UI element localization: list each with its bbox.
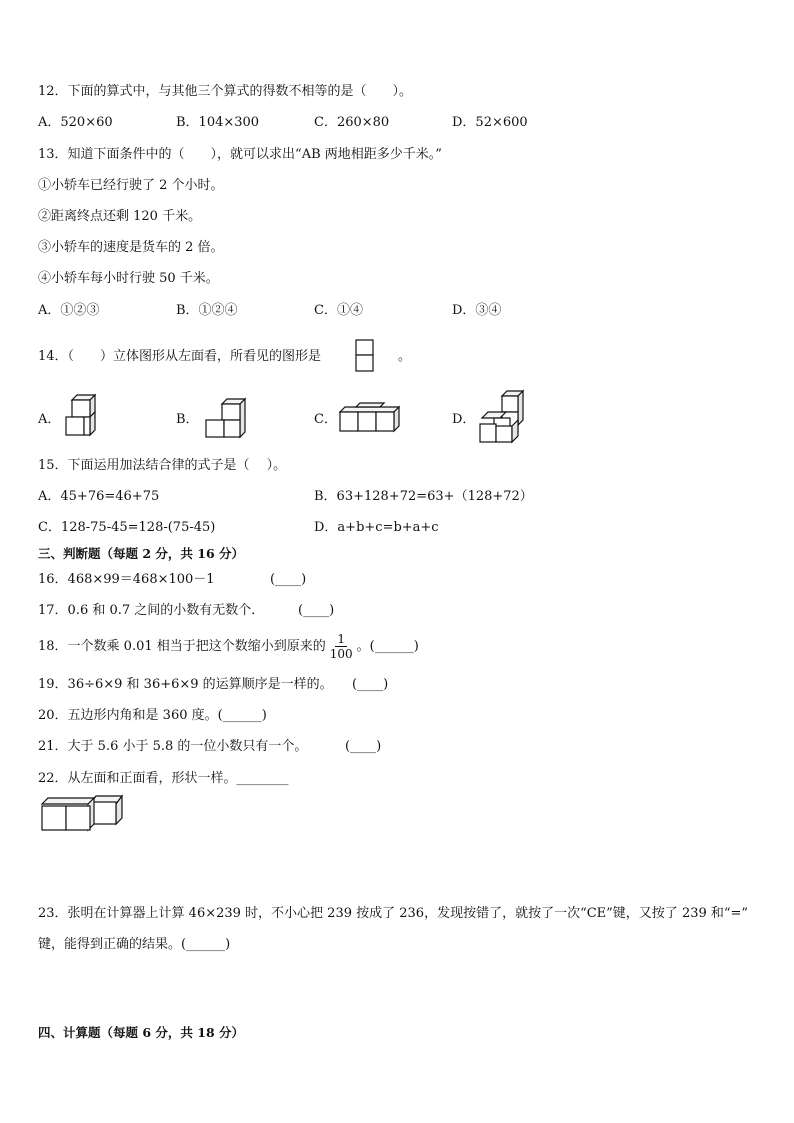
q21-text: 21．大于 5.6 小于 5.8 的一位小数只有一个。 <box>38 739 308 754</box>
q13-condition-1: ①小轿车已经行驶了 2 个小时。 <box>38 178 224 193</box>
q16-text: 16．468×99＝468×100－1 <box>38 572 215 587</box>
q18-line <box>38 630 419 664</box>
q13-condition-4: ④小轿车每小时行驶 50 千米。 <box>38 271 219 286</box>
q21-answer-blank[interactable]: (____) <box>345 739 382 754</box>
q15-option-a[interactable]: A．45+76=46+75 <box>38 489 160 504</box>
q14-option-c-figure <box>338 402 400 434</box>
q12-option-a[interactable]: A．520×60 <box>38 115 113 130</box>
q20-text: 20．五边形内角和是 360 度。(______) <box>38 708 267 723</box>
q14-stem-text: 14．（ ）立体图形从左面看，所看见的图形是 <box>38 349 322 364</box>
q14-option-b[interactable]: B． <box>176 412 199 427</box>
q23-line-2: 键，能得到正确的结果。(______) <box>38 937 231 952</box>
q13-option-b[interactable]: B．①②④ <box>176 303 238 318</box>
q14-target-view-figure <box>355 339 375 373</box>
q14-option-a[interactable]: A． <box>38 412 61 427</box>
q14-option-d[interactable]: D． <box>452 412 476 427</box>
q18-answer-blank[interactable]: 。(______) <box>356 639 419 654</box>
q22-cubes-figure <box>40 794 126 834</box>
q18-text: 18．一个数乘 0.01 相当于把这个数缩小到原来的 <box>38 639 326 654</box>
q17-text: 17．0.6 和 0.7 之间的小数有无数个． <box>38 603 265 618</box>
q18-fraction-numerator: 1 <box>337 632 346 646</box>
q14-option-a-figure <box>64 392 98 440</box>
q15-option-c[interactable]: C．128-75-45=128-(75-45) <box>38 520 216 535</box>
q22-text: 22．从左面和正面看，形状一样。________ <box>38 771 289 786</box>
q14-option-c[interactable]: C． <box>314 412 337 427</box>
q18-fraction-denominator: 100 <box>329 647 353 661</box>
q14-stem-end: 。 <box>398 349 412 364</box>
q13-option-a[interactable]: A．①②③ <box>38 303 100 318</box>
q13-condition-3: ③小轿车的速度是货车的 2 倍。 <box>38 240 224 255</box>
q14-option-d-figure <box>476 390 528 444</box>
q12-stem: 12．下面的算式中，与其他三个算式的得数不相等的是（ ）。 <box>38 84 413 99</box>
q14-option-b-figure <box>204 398 248 440</box>
q12-option-b[interactable]: B．104×300 <box>176 115 260 130</box>
q14-stem <box>38 348 321 366</box>
q13-condition-2: ②距离终点还剩 120 千米。 <box>38 209 202 224</box>
q15-stem: 15．下面运用加法结合律的式子是（ ）。 <box>38 458 287 473</box>
q15-option-b[interactable]: B．63+128+72=63+（128+72） <box>314 489 533 504</box>
q18-fraction <box>328 632 355 661</box>
q19-answer-blank[interactable]: (____) <box>352 677 389 692</box>
q12-option-c[interactable]: C．260×80 <box>314 115 390 130</box>
q13-stem: 13．知道下面条件中的（ ），就可以求出“AB 两地相距多少千米。” <box>38 147 442 162</box>
q15-option-d[interactable]: D．a+b+c=b+a+c <box>314 520 439 535</box>
q13-option-d[interactable]: D．③④ <box>452 303 502 318</box>
section-3-title: 三、判断题（每题 2 分，共 16 分） <box>38 546 245 561</box>
q13-option-c[interactable]: C．①④ <box>314 303 363 318</box>
q16-answer-blank[interactable]: (____) <box>270 572 307 587</box>
q17-answer-blank[interactable]: (____) <box>298 603 335 618</box>
q12-option-d[interactable]: D．52×600 <box>452 115 528 130</box>
q19-text: 19．36÷6×9 和 36+6×9 的运算顺序是一样的。 <box>38 677 333 692</box>
q23-line-1: 23．张明在计算器上计算 46×239 时，不小心把 239 按成了 236，发现按错了，就按了一次“CE”键，又按了 239 和“=” <box>38 906 749 921</box>
section-4-title: 四、计算题（每题 6 分，共 18 分） <box>38 1025 245 1040</box>
